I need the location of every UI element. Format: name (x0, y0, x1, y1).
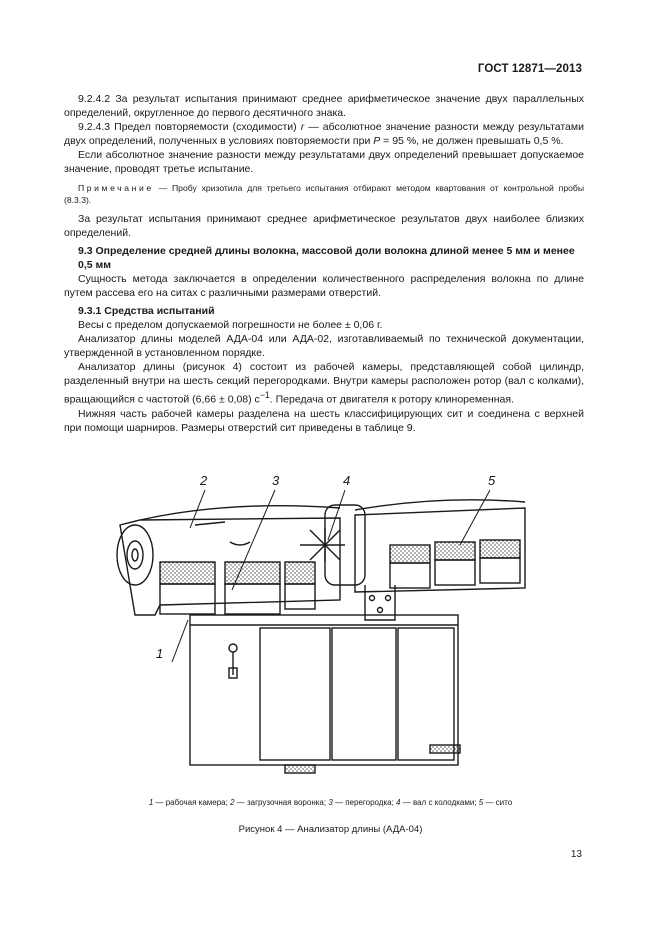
callout-1: 1 (156, 646, 164, 661)
analyzer-drawing (100, 470, 540, 790)
foot-right (430, 745, 460, 753)
note: Примечание — Пробу хризотила для третьего испытания отбирают методом квартования от контрольной пробы (8.3.3). (64, 183, 584, 205)
paragraph-analyzer-description: Анализатор длины (рисунок 4) состоит из рабочей камеры, представляющей собой цилиндр, разделенный внутри на шесть секций перегородками. Внутри камеры расположен ротор (вал с колками), вращающийся с частотой (6,66 ± 0,08) $с^{-1}$. Передача от двигателя к ротору клиноременная. (64, 361, 584, 406)
callout-4: 4 (343, 473, 351, 488)
foot-left (285, 765, 315, 773)
body-text (64, 92, 584, 435)
paragraph-result: За результат испытания принимают среднее арифметическое результатов двух наиболее близких определений. (64, 213, 584, 239)
section-heading-9-3-1: 9.3.1 Средства испытаний (78, 305, 215, 317)
paragraph-9-2-4-2: 9.2.4.2 За результат испытания принимают среднее арифметическое значение двух параллельных определений, округленное до первого десятичного знака. (64, 93, 584, 119)
end-cap (117, 525, 153, 585)
paragraph-method: Сущность метода заключается в определении количественного распределения волокна по длине путем рассева его на ситах с различными размерами отверстий. (64, 273, 584, 299)
page-number: 13 (570, 849, 582, 860)
section-heading-9-3: 9.3 Определение средней длины волокна, массовой доли волокна длиной менее 5 мм и менее 0,5 мм (78, 245, 575, 271)
callout-2: 2 (200, 473, 208, 488)
paragraph-sieves: Нижняя часть рабочей камеры разделена на шесть классифицирующих сит и соединена с верхней при помощи шарниров. Размеры отверстий сит приведены в таблице 9. (64, 407, 584, 434)
callout-3: 3 (272, 473, 280, 488)
paragraph-third-test: Если абсолютное значение разности между результатами двух определений превышает допускаемое значение, проводят третье испытание. (64, 149, 584, 175)
paragraph-analyzer: Анализатор длины моделей АДА-04 или АДА-02, изготавливаемый по технической документации, утвержденной в установленном порядке. (64, 333, 584, 359)
figure-caption: Рисунок 4 — Анализатор длины (АДА-04) (238, 824, 423, 835)
paragraph-9-2-4-3: 9.2.4.3 Предел повторяемости (сходимости) r — абсолютное значение разности между результатами двух определений, полученных в условиях повторяемости при P = 95 %, не должен превышать 0,5 %. (64, 121, 584, 147)
callout-5: 5 (488, 473, 496, 488)
document-header: ГОСТ 12871—2013 (477, 63, 582, 75)
figure-legend: 1 — рабочая камера; 2 — загрузочная воронка; 3 — перегородка; 4 — вал с колодками; 5 — сито (148, 798, 513, 807)
cabinet (190, 615, 458, 765)
paragraph-scales: Весы с пределом допускаемой погрешности не более ± 0,06 г. (78, 319, 383, 331)
